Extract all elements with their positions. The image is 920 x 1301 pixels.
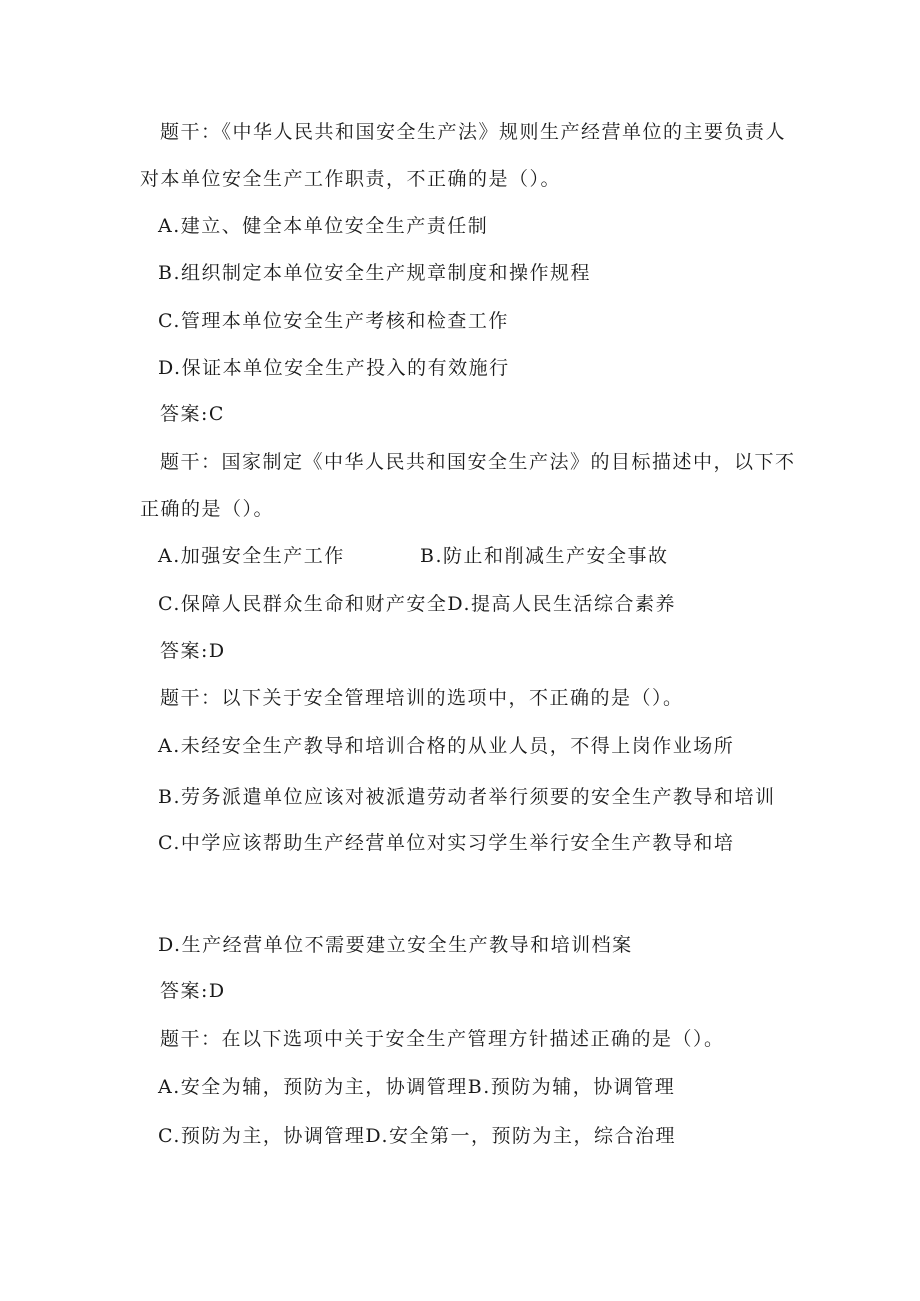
question-3-answer: 答案:D [160, 980, 226, 1002]
question-2-option-b: B.防止和削减生产安全事故 [420, 545, 669, 567]
question-2-options-cd [158, 591, 676, 617]
question-4-stem: 题干：在以下选项中关于安全生产管理方针描述正确的是（）。 [160, 1028, 725, 1050]
question-3-option-d: D.生产经营单位不需要建立安全生产教导和培训档案 [158, 934, 633, 956]
question-2-stem-line-1: 题干：国家制定《中华人民共和国安全生产法》的目标描述中，以下不 [160, 451, 796, 473]
question-3-stem: 题干：以下关于安全管理培训的选项中，不正确的是（）。 [160, 687, 684, 709]
question-4-option-b: B.预防为辅，协调管理 [467, 1076, 676, 1098]
question-2-answer: 答案:D [160, 640, 226, 662]
question-3-option-c: C.中学应该帮助生产经营单位对实习学生举行安全生产教导和培 [158, 832, 735, 854]
question-2-option-a: A.加强安全生产工作 [158, 545, 345, 567]
question-3-option-b: B.劳务派遣单位应该对被派遣劳动者举行须要的安全生产教导和培训 [158, 786, 776, 808]
question-1-option-d: D.保证本单位安全生产投入的有效施行 [158, 357, 510, 379]
question-1-stem-line-2: 对本单位安全生产工作职责，不正确的是（）。 [140, 168, 562, 190]
question-4-options-ab [158, 1074, 675, 1100]
question-1-stem-line-1: 题干：《中华人民共和国安全生产法》规则生产经营单位的主要负责人 [160, 121, 787, 143]
question-3-option-a: A.未经安全生产教导和培训合格的从业人员，不得上岗作业场所 [158, 735, 735, 757]
question-1-option-c: C.管理本单位安全生产考核和检查工作 [158, 310, 509, 332]
question-2-option-c: C.保障人民群众生命和财产安全 [158, 593, 448, 615]
question-4-option-a: A.安全为辅，预防为主，协调管理 [158, 1076, 468, 1098]
question-1-option-a: A.建立、健全本单位安全生产责任制 [158, 215, 489, 237]
question-4-option-c: C.预防为主，协调管理 [158, 1125, 366, 1147]
question-1-option-b: B.组织制定本单位安全生产规章制度和操作规程 [158, 262, 592, 284]
question-2-stem-line-2: 正确的是（）。 [140, 498, 275, 520]
question-4-options-cd [158, 1123, 676, 1149]
question-2-option-d: D.提高人民生活综合素养 [447, 593, 677, 615]
question-1-answer: 答案:C [160, 403, 225, 425]
question-4-option-d: D.安全第一，预防为主，综合治理 [365, 1125, 677, 1147]
